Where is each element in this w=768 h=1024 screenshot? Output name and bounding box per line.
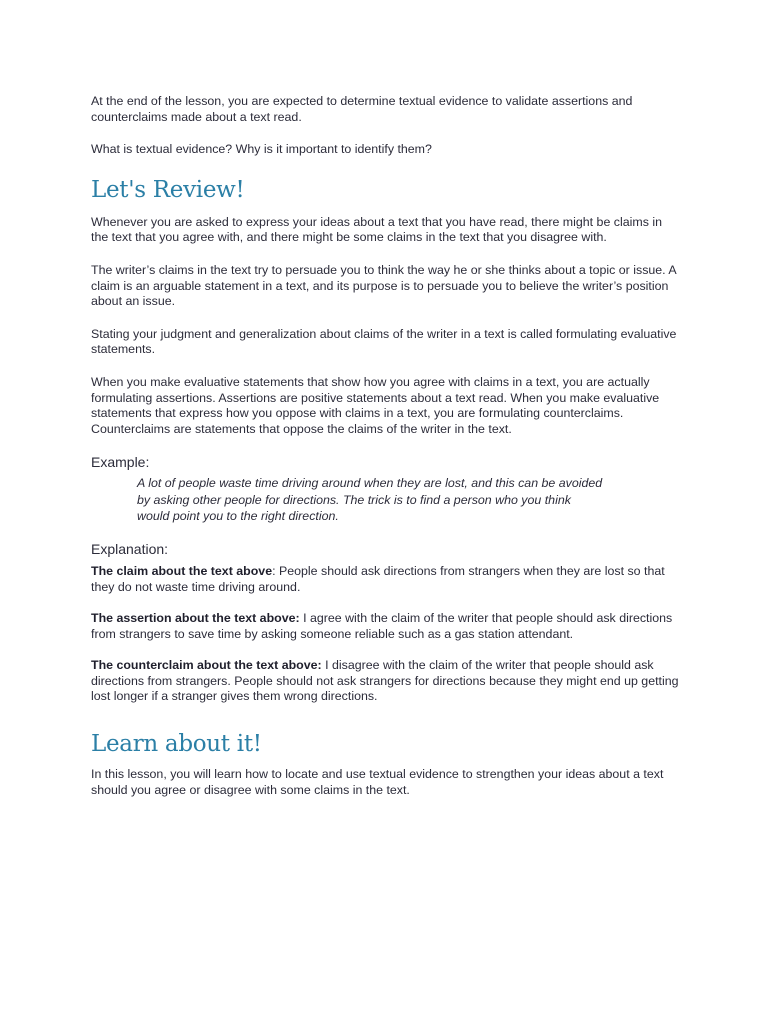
- claim-text: : People should ask directions from strangers when they are lost so that they do not waste time driving around.: [91, 563, 665, 594]
- explanation-label: Explanation:: [91, 540, 169, 557]
- counterclaim-text: I disagree with the claim of the writer that people should ask directions from strangers. People should not ask strangers for directions because they might end up getting lost longer if a stranger gives them wrong directions.: [91, 658, 679, 704]
- example-line-1: A lot of people waste time driving around when they are lost, and this can be avoided: [137, 476, 603, 491]
- assertion-text: I agree with the claim of the writer that people should ask directions from strangers to save time by asking someone reliable such as a gas station attendant.: [91, 611, 673, 641]
- lesson-objective: At the end of the lesson, you are expected to determine textual evidence to validate assertions and counterclaims made about a text read.: [91, 94, 633, 124]
- review-paragraph-2: The writer’s claims in the text try to persuade you to think the way he or she thinks about a topic or issue. A claim is an arguable statement in a text, and its purpose is to persuade you to believe the writer’s position about an issue.: [91, 262, 676, 309]
- review-paragraph-3: Stating your judgment and generalization about claims of the writer in a text is called formulating evaluative statements.: [91, 326, 677, 357]
- review-paragraph-4: When you make evaluative statements that show how you agree with claims in a text, you are actually formulating assertions. Assertions are positive statements about a text read. When you make evaluative statements that express how you oppose with claims in a text, you are formulating counterclaims. Counterclaims are statements that oppose the claims of the writer in the text.: [91, 374, 660, 436]
- example-quote: [137, 475, 637, 524]
- document-page: [91, 94, 681, 798]
- learn-paragraph: In this lesson, you will learn how to locate and use textual evidence to strengthen your ideas about a text should you agree or disagree with some claims in the text.: [91, 767, 664, 797]
- guide-question: What is textual evidence? Why is it important to identify them?: [91, 142, 432, 157]
- assertion-term: The assertion about the text above:: [91, 611, 300, 626]
- claim-term: The claim about the text above: [91, 563, 273, 578]
- example-line-2: by asking other people for directions. The trick is to find a person who you think: [137, 492, 571, 507]
- counterclaim-explanation: [91, 658, 681, 705]
- claim-explanation: [91, 564, 681, 595]
- example-line-3: would point you to the right direction.: [137, 508, 339, 523]
- counterclaim-term: The counterclaim about the text above:: [91, 658, 322, 673]
- learn-about-it-heading: Learn about it!: [91, 731, 262, 758]
- assertion-explanation: [91, 611, 681, 642]
- lets-review-heading: Let's Review!: [91, 176, 245, 203]
- review-paragraph-1: Whenever you are asked to express your ideas about a text that you have read, there might be claims in the text that you agree with, and there might be some claims in the text that you disagree with.: [91, 214, 662, 245]
- example-label: Example:: [91, 454, 150, 471]
